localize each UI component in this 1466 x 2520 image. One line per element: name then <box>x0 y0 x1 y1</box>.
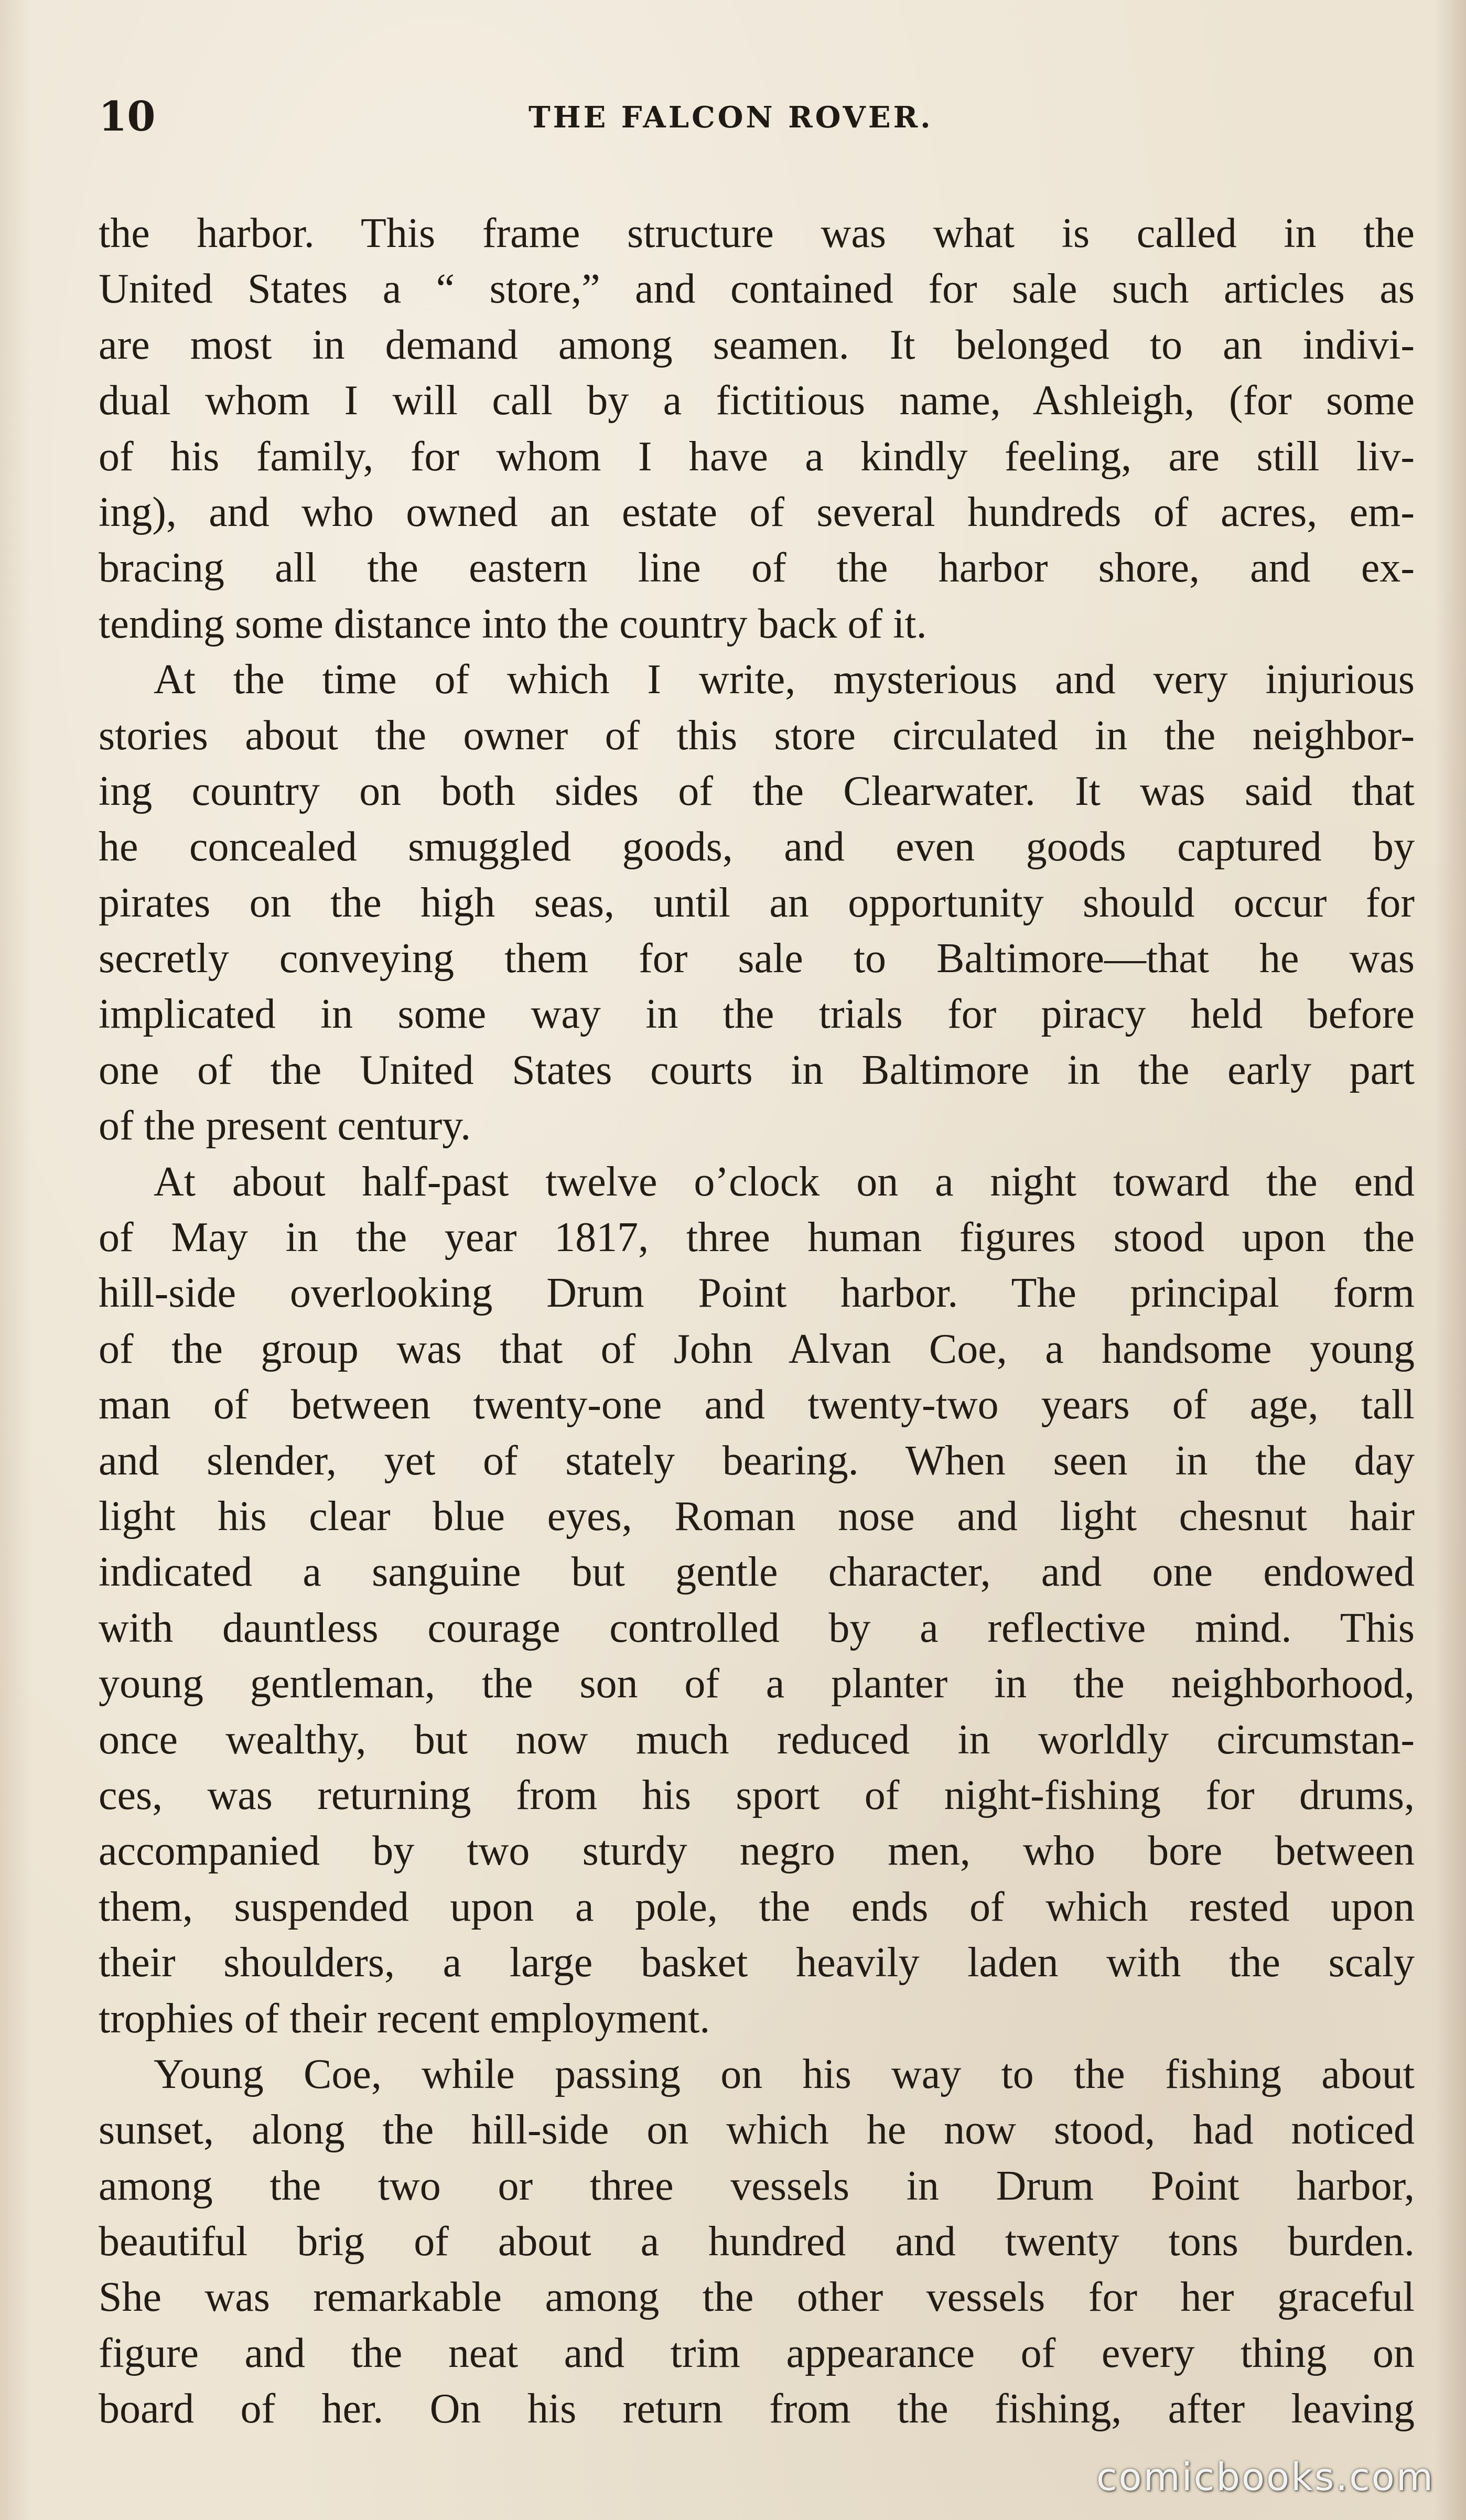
body-text <box>99 206 1415 2437</box>
text-line: sunset, along the hill-side on which he now stood, had noticed <box>99 2107 1415 2153</box>
text-line: stories about the owner of this store circulated in the neighbor- <box>99 712 1415 759</box>
text-line: trophies of their recent employment. <box>99 1995 710 2042</box>
text-line: implicated in some way in the trials for piracy held before <box>99 991 1415 1038</box>
text-line: secretly conveying them for sale to Baltimore—that he was <box>99 935 1415 982</box>
running-title: THE FALCON ROVER. <box>529 100 933 135</box>
text-line: once wealthy, but now much reduced in worldly circumstan- <box>99 1716 1415 1763</box>
text-line: he concealed smuggled goods, and even goods captured by <box>99 824 1415 870</box>
text-line: the harbor. This frame structure was what is called in the <box>99 210 1415 256</box>
text-line: ing country on both sides of the Clearwater. It was said that <box>99 768 1415 814</box>
text-line: Young Coe, while passing on his way to the fishing about <box>154 2051 1415 2097</box>
text-line: pirates on the high seas, until an opportunity should occur for <box>99 879 1415 926</box>
text-line: She was remarkable among the other vessels for her graceful <box>99 2274 1415 2321</box>
text-line: one of the United States courts in Baltimore in the early part <box>99 1047 1415 1093</box>
page-number: 10 <box>99 93 156 141</box>
text-line: light his clear blue eyes, Roman nose and light chesnut hair <box>99 1493 1415 1539</box>
text-line: dual whom I will call by a fictitious name, Ashleigh, (for some <box>99 378 1415 424</box>
text-line: tending some distance into the country back of it. <box>99 600 927 647</box>
text-line: them, suspended upon a pole, the ends of which rested upon <box>99 1883 1415 1930</box>
text-line: with dauntless courage controlled by a reflective mind. This <box>99 1604 1415 1651</box>
text-line: bracing all the eastern line of the harbor shore, and ex- <box>99 545 1415 591</box>
text-line: young gentleman, the son of a planter in the neighborhood, <box>99 1661 1415 1707</box>
text-line: among the two or three vessels in Drum Point harbor, <box>99 2162 1415 2209</box>
text-line: indicated a sanguine but gentle character, and one endowed <box>99 1549 1415 1596</box>
text-line: At the time of which I write, mysterious and very injurious <box>154 656 1415 703</box>
page-header <box>99 93 1415 141</box>
text-line: board of her. On his return from the fishing, after leaving <box>99 2386 1415 2432</box>
text-line: hill-side overlooking Drum Point harbor. The principal form <box>99 1270 1415 1317</box>
text-line: figure and the neat and trim appearance of every thing on <box>99 2330 1415 2376</box>
text-line: ing), and who owned an estate of several hundreds of acres, em- <box>99 489 1415 535</box>
watermark-logo: comicbooks.com <box>1096 2455 1435 2499</box>
text-line: of his family, for whom I have a kindly feeling, are still liv- <box>99 433 1415 480</box>
text-line: man of between twenty-one and twenty-two years of age, tall <box>99 1382 1415 1428</box>
text-line: of the present century. <box>99 1103 471 1149</box>
text-line: of May in the year 1817, three human figures stood upon the <box>99 1214 1415 1261</box>
text-line: accompanied by two sturdy negro men, who bore between <box>99 1828 1415 1875</box>
text-line: and slender, yet of stately bearing. When seen in the day <box>99 1437 1415 1484</box>
text-line: of the group was that of John Alvan Coe, a handsome young <box>99 1326 1415 1372</box>
text-line: their shoulders, a large basket heavily laden with the scaly <box>99 1940 1415 1986</box>
text-line: United States a “ store,” and contained for sale such articles as <box>99 266 1415 313</box>
text-line: ces, was returning from his sport of night-fishing for drums, <box>99 1772 1415 1818</box>
text-line: At about half-past twelve o’clock on a night toward the end <box>154 1158 1415 1205</box>
text-line: beautiful brig of about a hundred and twenty tons burden. <box>99 2219 1415 2265</box>
text-line: are most in demand among seamen. It belonged to an indivi- <box>99 321 1415 368</box>
